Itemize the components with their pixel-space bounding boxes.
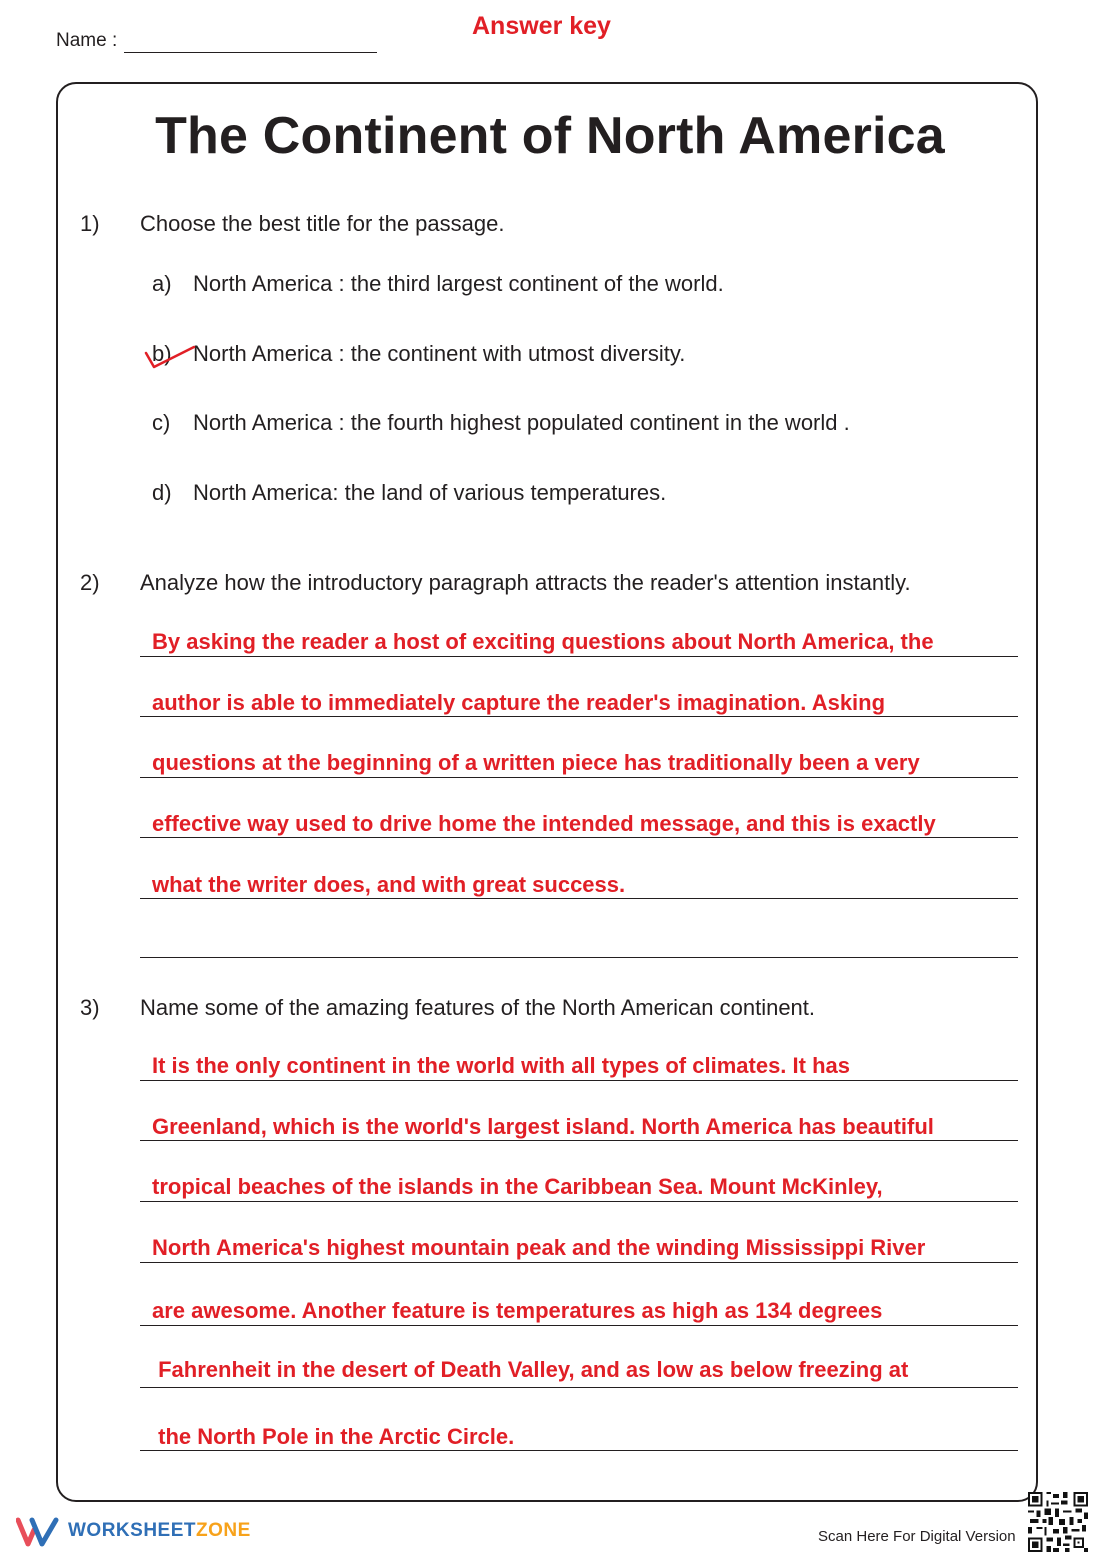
question-2-number: 2) [80, 570, 100, 595]
option-b-text[interactable]: North America : the continent with utmost diversity. [193, 341, 686, 366]
page-title: The Continent of North America [155, 107, 945, 165]
q2-answer-line[interactable] [140, 837, 1018, 838]
q3-answer-text: It is the only continent in the world with all types of climates. It has [152, 1053, 850, 1078]
q3-answer-line[interactable] [140, 1450, 1018, 1451]
answer-key-label: Answer key [472, 12, 611, 40]
brand-part-2: ZONE [196, 1520, 251, 1541]
q2-answer-line[interactable] [140, 898, 1018, 899]
q3-answer-text: tropical beaches of the islands in the Caribbean Sea. Mount McKinley, [152, 1174, 883, 1199]
name-line[interactable] [124, 52, 377, 53]
option-d-letter: d) [152, 480, 172, 505]
q3-answer-text: North America's highest mountain peak and the winding Mississippi River [152, 1235, 926, 1260]
qr-code-icon[interactable] [1028, 1492, 1088, 1552]
q3-answer-line[interactable] [140, 1325, 1018, 1326]
option-c-letter: c) [152, 410, 171, 435]
q3-answer-text: the North Pole in the Arctic Circle. [152, 1424, 515, 1449]
question-3-number: 3) [80, 995, 100, 1020]
q2-answer-line[interactable] [140, 777, 1018, 778]
q3-answer-text: Greenland, which is the world's largest island. North America has beautiful [152, 1114, 934, 1139]
name-label: Name : [56, 30, 118, 51]
q2-answer-text: what the writer does, and with great success. [152, 872, 626, 897]
question-2-text: Analyze how the introductory paragraph attracts the reader's attention instantly. [140, 570, 911, 595]
scan-text: Scan Here For Digital Version [818, 1528, 1016, 1545]
option-d-text[interactable]: North America: the land of various temperatures. [193, 480, 667, 505]
brand-part-1: WORKSHEET [68, 1520, 196, 1541]
q2-answer-line[interactable] [140, 656, 1018, 657]
brand-name [68, 1520, 251, 1542]
q3-answer-line[interactable] [140, 1262, 1018, 1263]
q2-answer-line[interactable] [140, 716, 1018, 717]
q3-answer-text: are awesome. Another feature is temperatures as high as 134 degrees [152, 1298, 883, 1323]
q3-answer-line[interactable] [140, 1080, 1018, 1081]
question-1-number: 1) [80, 211, 100, 236]
q3-answer-text: Fahrenheit in the desert of Death Valley, and as low as below freezing at [152, 1357, 909, 1382]
q3-answer-line[interactable] [140, 1387, 1018, 1388]
question-1-text: Choose the best title for the passage. [140, 211, 505, 236]
option-a-text[interactable]: North America : the third largest continent of the world. [193, 271, 724, 296]
q3-answer-line[interactable] [140, 1201, 1018, 1202]
option-a-letter: a) [152, 271, 172, 296]
q2-answer-line[interactable] [140, 957, 1018, 958]
q2-answer-text: By asking the reader a host of exciting questions about North America, the [152, 629, 934, 654]
q2-answer-text: questions at the beginning of a written piece has traditionally been a very [152, 750, 920, 775]
option-b-letter: b) [152, 341, 172, 366]
question-3-text: Name some of the amazing features of the North American continent. [140, 995, 816, 1020]
q2-answer-text: author is able to immediately capture the reader's imagination. Asking [152, 690, 886, 715]
worksheetzone-logo-icon [16, 1516, 60, 1548]
option-c-text[interactable]: North America : the fourth highest populated continent in the world . [193, 410, 850, 435]
q2-answer-text: effective way used to drive home the intended message, and this is exactly [152, 811, 936, 836]
q3-answer-line[interactable] [140, 1140, 1018, 1141]
checkmark-icon [144, 343, 196, 373]
